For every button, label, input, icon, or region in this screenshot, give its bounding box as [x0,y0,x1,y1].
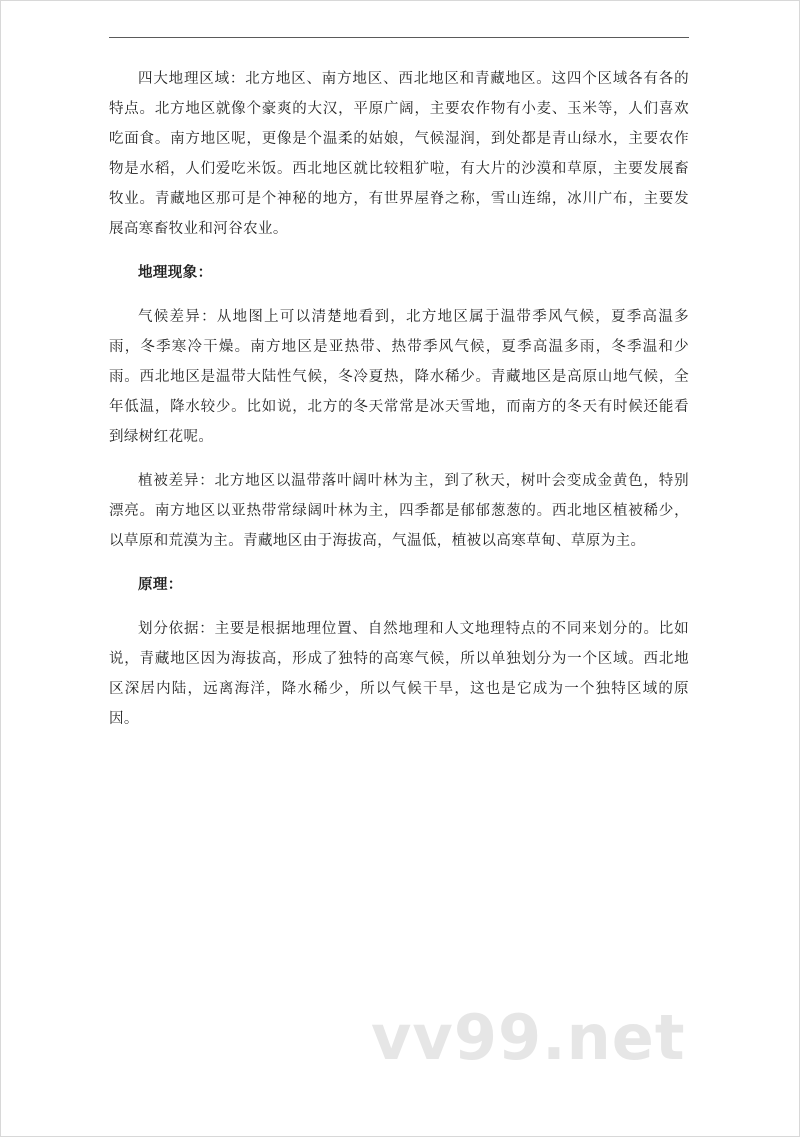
heading-principle: 原理： [138,577,183,593]
heading-geographic-phenomena: 地理现象： [138,265,213,281]
paragraph-regions-overview: 四大地理区域：北方地区、南方地区、西北地区和青藏地区。这四个区域各有各的特点。北方地区就像个豪爽的大汉，平原广阔，主要农作物有小麦、玉米等，人们喜欢吃面食。南方地区呢，更像是个温柔的姑娘，气候湿润，到处都是青山绿水，主要农作物是水稻，人们爱吃米饭。西北地区就比较粗犷啦，有大片的沙漠和草原，主要发展畜牧业。青藏地区那可是个神秘的地方，有世界屋脊之称，雪山连绵，冰川广布，主要发展高寒畜牧业和河谷农业。 [109,71,689,237]
document-body [109,37,689,748]
header-divider [109,37,689,38]
paragraph-vegetation-differences: 植被差异：北方地区以温带落叶阔叶林为主，到了秋天，树叶会变成金黄色，特别漂亮。南方地区以亚热带常绿阔叶林为主，四季都是郁郁葱葱的。西北地区植被稀少，以草原和荒漠为主。青藏地区由于海拔高，气温低，植被以高寒草甸、草原为主。 [109,473,689,549]
paragraph-climate-differences: 气候差异：从地图上可以清楚地看到，北方地区属于温带季风气候，夏季高温多雨，冬季寒冷干燥。南方地区是亚热带、热带季风气候，夏季高温多雨，冬季温和少雨。西北地区是温带大陆性气候，冬冷夏热，降水稀少。青藏地区是高原山地气候，全年低温，降水较少。比如说，北方的冬天常常是冰天雪地，而南方的冬天有时候还能看到绿树红花呢。 [109,309,689,445]
paragraph-division-basis: 划分依据：主要是根据地理位置、自然地理和人文地理特点的不同来划分的。比如说，青藏地区因为海拔高，形成了独特的高寒气候，所以单独划分为一个区域。西北地区深居内陆，远离海洋，降水稀少，所以气候干旱，这也是它成为一个独特区域的原因。 [109,621,689,727]
watermark-text: vv99.net [371,1001,686,1074]
